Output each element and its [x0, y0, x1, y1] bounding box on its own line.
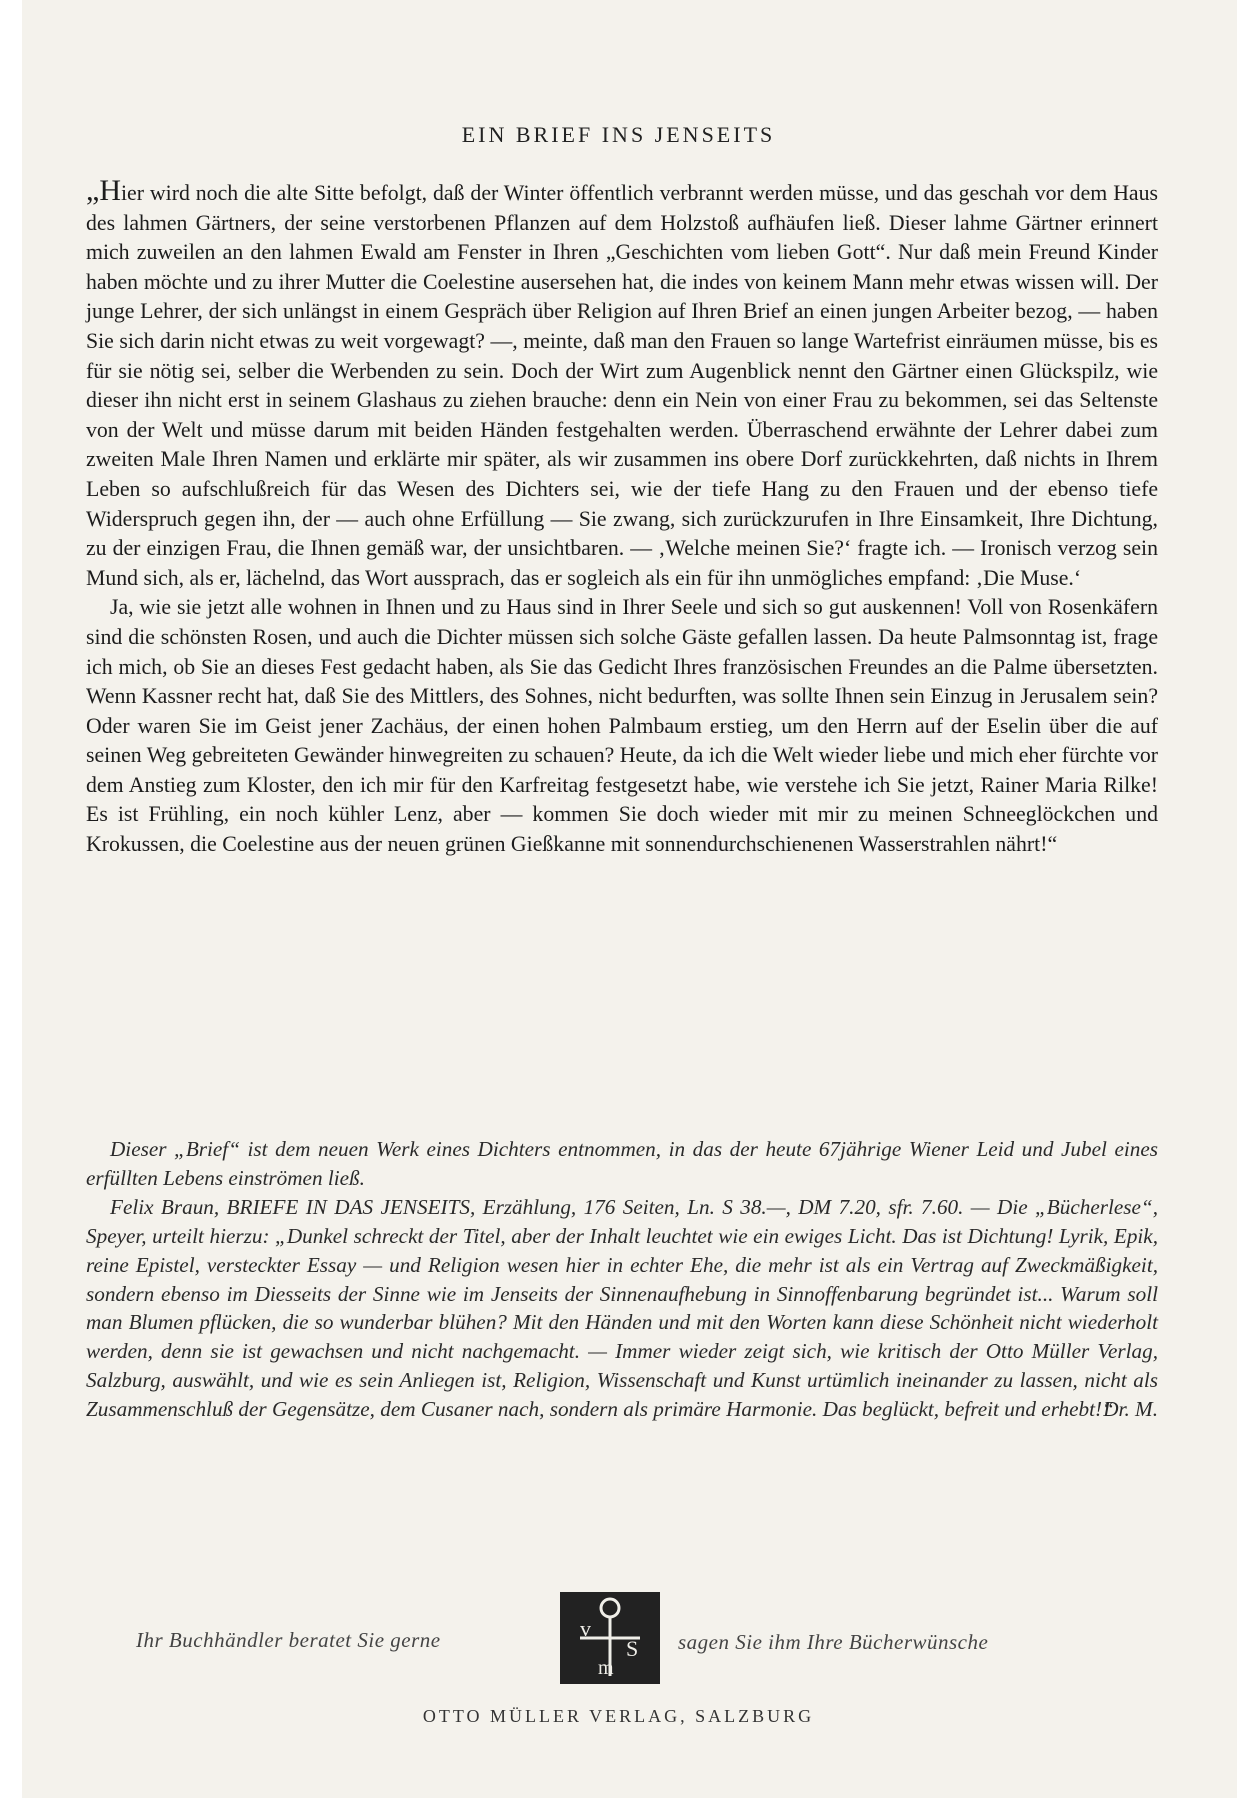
logo-letter-v: v: [580, 1616, 591, 1641]
publisher-logo-icon: [560, 1592, 660, 1684]
page-title: EIN BRIEF INS JENSEITS: [461, 122, 776, 147]
review-text: [86, 1135, 1158, 1424]
footer-left-text: Ihr Buchhändler beratet Sie gerne: [136, 1628, 441, 1652]
letter-paragraph-1-text: ier wird noch die alte Sitte befolgt, daß der Winter öffentlich verbrannt werden müsse, und das geschah vor dem Haus des lahmen Gärtners, der seine verstorbenen Pflanzen auf dem Holzstoß aufhäufen ließ. Dieser lahme Gärtner erinnert mich zuweilen an den lahmen Ewald am Fenster in Ihren „Geschichten vom lieben Gott“. Nur daß mein Freund Kinder haben möchte und zu ihrer Mutter die Coelestine ausersehen hat, die indes von keinem Mann mehr etwas wissen will. Der junge Lehrer, der sich unlängst in einem Gespräch über Religion auf Ihren Brief an einen jungen Arbeiter bezog, — haben Sie sich darin nicht etwas zu weit vorgewagt? —, meinte, daß man den Frauen so lange Wartefrist einräumen müsse, bis es für sie nötig sei, selber die Werbenden zu sein. Doch der Wirt zum Augenblick nennt den Gärtner einen Glückspilz, wie dieser ihn nicht erst in seinem Glashaus zu ziehen brauche: denn ein Nein von einer Frau zu bekommen, sei das Seltenste von der Welt und müsse darum mit beiden Händen festgehalten werden. Überraschend erwähnte der Lehrer dabei zum zweiten Male Ihren Namen und erklärte mir später, als wir zusammen ins obere Dorf zurückkehrten, daß nichts in Ihrem Leben so aufschlußreich für das Wesen des Dichters sei, wie der tiefe Hang zu den Frauen und der ebenso tiefe Widerspruch gegen ihn, der — auch ohne Erfüllung — Sie zwang, sich zurückzurufen in Ihre Einsamkeit, Ihre Dichtung, zu der einzigen Frau, die Ihnen gemäß war, der unsichtbaren. — ‚Welche meinen Sie?‘ fragte ich. — Ironisch verzog sein Mund sich, als er, lächelnd, das Wort aussprach, das er sogleich als ein für ihn unmögliches empfand: ‚Die Muse.‘: [86, 181, 1158, 590]
publisher-logo: [560, 1592, 660, 1684]
letter-paragraph-2: Ja, wie sie jetzt alle wohnen in Ihnen und zu Haus sind in Ihrer Seele und sich so gut auskennen! Voll von Rosenkäfern sind die schönsten Rosen, und auch die Dichter müssen sich solche Gäste gefallen lassen. Da heute Palmsonntag ist, frage ich mich, ob Sie an dieses Fest gedacht haben, als Sie das Gedicht Ihres französischen Freundes an die Palme übersetzten. Wenn Kassner recht hat, daß Sie des Mittlers, des Sohnes, nicht bedurften, was sollte Ihnen sein Einzug in Jerusalem sein? Oder waren Sie im Geist jener Zachäus, der einen hohen Palmbaum erstieg, um den Herrn auf der Eselin über die auf seinen Weg gebreiteten Gewänder hinwegreiten zu schauen? Heute, da ich die Welt wieder liebe und mich eher fürchte vor dem Anstieg zum Kloster, den ich mir für den Karfreitag festgesetzt habe, wie verstehe ich Sie jetzt, Rainer Maria Rilke! Es ist Frühling, ein noch kühler Lenz, aber — kommen Sie doch wieder mit mir zu meinen Schneeglöckchen und Krokussen, die Coelestine aus der neuen grünen Gießkanne mit sonnendurchschienenen Wasserstrahlen nährt!“: [86, 595, 1158, 857]
scan-edge: [0, 0, 22, 1798]
publisher-name: OTTO MÜLLER VERLAG, SALZBURG: [422, 1706, 815, 1726]
letter-paragraph-1: [86, 176, 1158, 593]
review-signature: Dr. M.: [1103, 1397, 1158, 1422]
drop-cap: „H: [86, 174, 121, 207]
review-intro: Dieser „Brief“ ist dem neuen Werk eines Dichters entnommen, in das der heute 67jährige Wiener Leid und Jubel eines erfüllten Lebens einströmen ließ.: [86, 1137, 1158, 1190]
logo-letter-m: m: [598, 1657, 614, 1679]
footer-right-text: sagen Sie ihm Ihre Bücherwünsche: [678, 1630, 989, 1654]
letter-text: [86, 176, 1158, 860]
logo-letter-s: S: [626, 1636, 639, 1661]
review-body: Felix Braun, BRIEFE IN DAS JENSEITS, Erzählung, 176 Seiten, Ln. S 38.—, DM 7.20, sfr. 7.60. — Die „Bücherlese“, Speyer, urteilt hierzu: „Dunkel schreckt der Titel, aber der Inhalt leuchtet wie ein ewiges Licht. Das ist Dichtung! Lyrik, Epik, reine Epistel, versteckter Essay — und Religion wesen hier in echter Ehe, die mehr ist als ein Vertrag auf Zweckmäßigkeit, sondern ebenso im Diesseits der Sinne wie im Jenseits der Sinnenaufhebung in Sinnoffenbarung begründet ist... Warum soll man Blumen pflücken, die so wunderbar blühen? Mit den Händen und mit den Worten kann diese Schönheit nicht wiederholt werden, denn sie ist gewachsen und nicht nachgemacht. — Immer wieder zeigt sich, wie kritisch der Otto Müller Verlag, Salzburg, auswählt, und wie es sein Anliegen ist, Religion, Wissenschaft und Kunst urtümlich ineinander zu lassen, nicht als Zusammenschluß der Gegensätze, dem Cusaner nach, sondern als primäre Harmonie. Das beglückt, befreit und erhebt!“: [86, 1194, 1158, 1422]
